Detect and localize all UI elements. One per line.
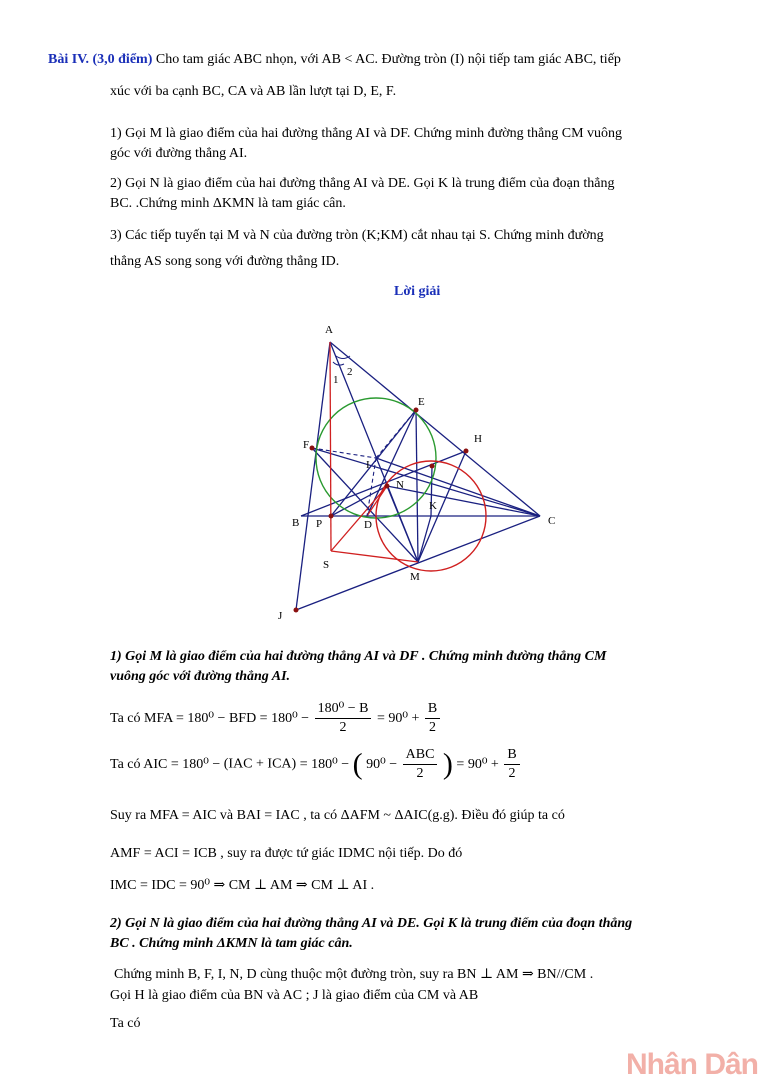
line-AM <box>330 342 418 562</box>
point-F <box>310 446 315 451</box>
eq2-fraction <box>403 746 438 783</box>
label-I: I <box>366 459 370 471</box>
label-C: C <box>548 515 556 527</box>
angle-arc-1 <box>333 362 344 365</box>
label-E: E <box>418 396 425 408</box>
eq2-fraction-2 <box>504 746 519 783</box>
label-F: F <box>303 439 310 451</box>
dash-IE <box>376 410 416 458</box>
line-JC <box>296 516 540 610</box>
circle-K <box>376 461 486 571</box>
eq1-prefix: Ta có MFA = 180⁰ − BFD = 180⁰ − <box>110 711 310 726</box>
watermark-logo: Nhân Dân <box>626 1048 759 1081</box>
label-H: H <box>474 433 482 445</box>
problem-line-2: xúc với ba cạnh BC, CA và AB lần lượt tại D, E, F. <box>110 84 397 99</box>
question-1-b: góc với đường thẳng AI. <box>110 146 248 161</box>
question-3-b: thẳng AS song song với đường thẳng ID. <box>110 254 340 269</box>
line-FC <box>312 448 540 516</box>
eq2-numerator-2: B <box>504 746 519 765</box>
label-2: 2 <box>347 366 353 378</box>
part1-line-3: Suy ra MFA = AIC và BAI = IAC , ta có ΔAFM ~ ΔAIC(g.g). Điều đó giúp ta có <box>110 808 565 823</box>
label-N: N <box>396 479 404 491</box>
dash-IF <box>312 448 376 458</box>
eq2-middle: = 180⁰ − <box>299 757 350 772</box>
line-SM <box>331 551 418 562</box>
line-KM <box>418 516 431 562</box>
label-1: 1 <box>333 374 339 386</box>
point-K <box>430 464 435 469</box>
eq2-end: = 90⁰ + <box>456 757 499 772</box>
problem-text-1: Cho tam giác ABC nhọn, với AB < AC. Đường tròn (I) nội tiếp tam giác ABC, tiếp <box>155 52 621 67</box>
line-SN <box>331 486 387 551</box>
part1-title-a: 1) Gọi M là giao điểm của hai đường thẳng AI và DF . Chứng minh đường thẳng CM <box>110 649 607 664</box>
label-B: B <box>292 517 300 529</box>
label-A: A <box>325 324 333 336</box>
point-H <box>464 449 469 454</box>
line-AC <box>330 342 540 516</box>
solution-title: Lời giải <box>394 284 441 299</box>
line-IC <box>376 458 540 516</box>
part2-line-1: Chứng minh B, F, I, N, D cùng thuộc một đường tròn, suy ra BN ⊥ AM ⇒ BN//CM . <box>114 967 594 982</box>
eq1-denominator-2: 2 <box>429 720 437 735</box>
eq1-middle: = 90⁰ + <box>376 711 420 726</box>
eq1-numerator-2: B <box>425 700 440 719</box>
eq2-close-paren: ) <box>442 747 453 781</box>
part2-line-3: Ta có <box>110 1016 141 1031</box>
problem-line-1 <box>48 52 621 68</box>
point-J <box>294 608 299 613</box>
eq2-prefix: Ta có AIC = 180⁰ − <box>110 757 221 772</box>
eq2-inner: 90⁰ − <box>366 757 398 772</box>
line-NP <box>331 486 387 516</box>
line-NM <box>387 486 418 562</box>
line-KE <box>431 466 432 516</box>
label-M: M <box>410 571 420 583</box>
point-P <box>329 514 334 519</box>
question-3-a: 3) Các tiếp tuyến tại M và N của đường tròn (K;KM) cắt nhau tại S. Chứng minh đường <box>110 228 604 243</box>
line-ND <box>367 486 387 516</box>
line-PE <box>331 410 416 516</box>
label-J: J <box>278 610 283 622</box>
part1-line-4: AMF = ACI = ICB , suy ra được tứ giác IDMC nội tiếp. Do đó <box>110 846 463 861</box>
eq2-denominator-2: 2 <box>508 766 516 781</box>
eq2-paren: (IAC + ICA) <box>223 756 297 772</box>
angle-arc-2 <box>336 356 350 359</box>
problem-heading: Bài IV. (3,0 điểm) <box>48 52 153 67</box>
line-NC <box>387 486 540 516</box>
part2-title-a: 2) Gọi N là giao điểm của hai đường thẳng AI và DE. Gọi K là trung điểm của đoạn thẳng <box>110 916 633 931</box>
point-N <box>385 484 390 489</box>
part2-title-b: BC . Chứng minh ΔKMN là tam giác cân. <box>110 936 353 951</box>
eq2-open-paren: ( <box>352 747 363 781</box>
label-D: D <box>364 519 372 531</box>
line-EM <box>416 410 418 562</box>
eq1-numerator: 180⁰ − B <box>315 700 372 719</box>
part2-line-2: Gọi H là giao điểm của BN và AC ; J là giao điểm của CM và AB <box>110 988 479 1003</box>
question-2-b: BC. .Chứng minh ΔKMN là tam giác cân. <box>110 196 346 211</box>
part1-line-5: IMC = IDC = 90⁰ ⇒ CM ⊥ AM ⇒ CM ⊥ AI . <box>110 878 375 893</box>
point-E <box>414 408 419 413</box>
question-2-a: 2) Gọi N là giao điểm của hai đường thẳng AI và DE. Gọi K là trung điểm của đoạn thẳng <box>110 176 615 191</box>
eq1-fraction <box>315 700 372 737</box>
line-DF <box>312 448 418 562</box>
part1-eq2 <box>110 746 522 783</box>
line-BH <box>301 451 466 516</box>
line-DE <box>367 410 416 516</box>
eq1-denominator: 2 <box>339 720 347 735</box>
label-P: P <box>316 518 323 530</box>
label-K: K <box>429 500 437 512</box>
dash-ID <box>367 458 376 516</box>
eq2-denominator: 2 <box>416 766 424 781</box>
part1-eq1 <box>110 700 442 737</box>
line-AB <box>296 342 330 610</box>
question-1-a: 1) Gọi M là giao điểm của hai đường thẳng AI và DF. Chứng minh đường thẳng CM vuông <box>110 126 623 141</box>
incircle <box>316 398 436 518</box>
line-AS <box>330 342 331 551</box>
line-HM <box>418 451 466 562</box>
label-S: S <box>323 559 330 571</box>
part1-title-b: vuông góc với đường thẳng AI. <box>110 669 291 684</box>
eq2-numerator: ABC <box>403 746 438 765</box>
eq1-fraction-2 <box>425 700 440 737</box>
